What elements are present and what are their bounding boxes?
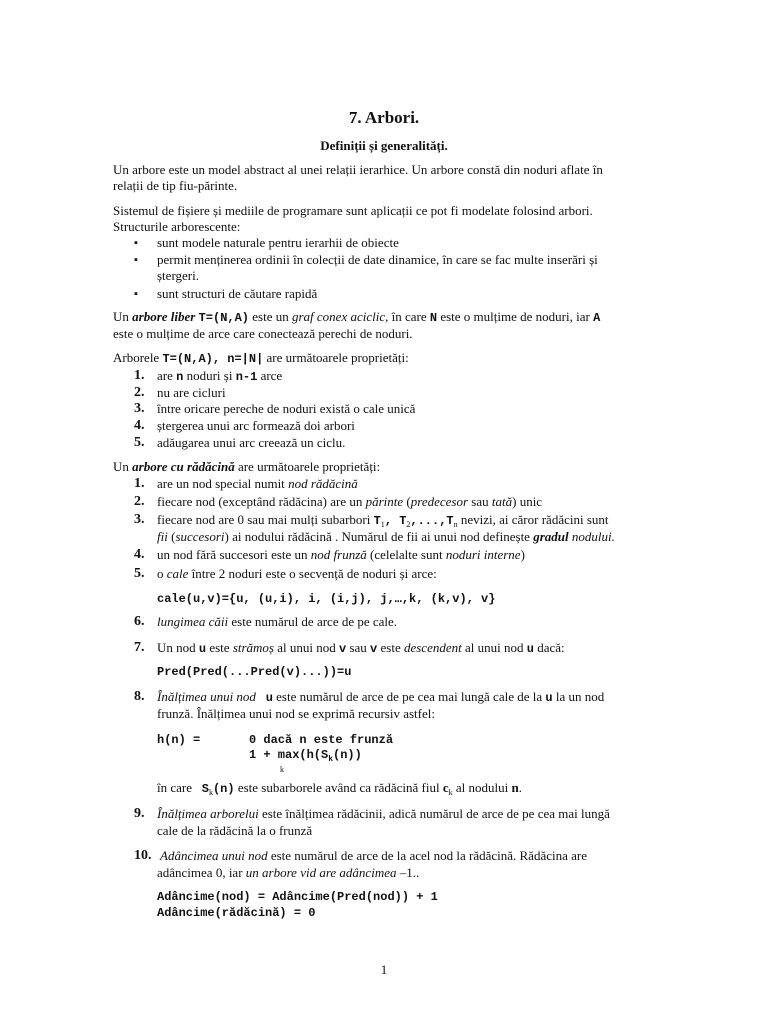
list-item: Adâncimea unui nod este numărul de arce de la acel nod la rădăcină. Rădăcina are xyxy=(160,848,587,863)
list-item: Înălțimea arborelui este înălțimea rădăcinii, adică numărul de arce de pe cea mai lungă xyxy=(157,806,610,821)
code-formula-rhs: $1 + \max(h(S_k(n))$ xyxy=(249,748,362,764)
list-number: 2. xyxy=(134,494,145,509)
code-formula: Adâncime(nod) = Adâncime(Pred(nod)) + 1 xyxy=(157,890,438,904)
list-item: adăugarea unui arc creează un ciclu. xyxy=(157,435,346,450)
list-number: 5. xyxy=(134,435,145,450)
free-props-lead: Arborele T=(N,A), n=|N| are următoarele proprietăți: xyxy=(113,350,409,366)
list-item: nu are cicluri xyxy=(157,385,226,400)
formula-note: în care $S_k(n)$ este subarborele având ca rădăcină fiul $c_k$ al nodului n. xyxy=(157,780,522,797)
list-item-continuation: ștergeri. xyxy=(157,268,199,283)
code-formula: Pred(Pred(...Pred(v)...))=u xyxy=(157,665,352,679)
list-item-continuation: cale de la rădăcină la o frunză xyxy=(157,823,313,838)
list-number: 8. xyxy=(134,689,145,704)
list-item: sunt modele naturale pentru ierarhii de obiecte xyxy=(157,235,399,250)
list-item: lungimea căii este numărul de arce de pe cale. xyxy=(157,614,398,629)
free-tree-definition: Un arbore liber T=(N,A) este un graf conex aciclic, în care N este o mulțime de noduri, iar A xyxy=(113,309,601,325)
code-formula-rhs: 0 dacă n este frunză xyxy=(249,733,394,747)
page-number: 1 xyxy=(380,962,388,977)
list-item: sunt structuri de căutare rapidă xyxy=(157,286,318,301)
list-number: 1. xyxy=(134,368,145,383)
code-formula: Adâncime(rădăcină) = 0 xyxy=(157,906,316,920)
list-number: 3. xyxy=(134,401,145,416)
list-number: 10. xyxy=(134,848,152,863)
systems-line-1: Sistemul de fișiere și mediile de programare sunt aplicații ce pot fi modelate folosind arbori. xyxy=(113,203,593,218)
list-item: fiecare nod are 0 sau mai mulți subarbori $T_1$, $T_2,...,T_n$ nevizi, ai căror rădăcini sunt xyxy=(157,512,609,529)
list-item: fiecare nod (exceptând rădăcina) are un părinte (predecesor sau tată) unic xyxy=(157,494,543,509)
intro-line-1: Un arbore este un model abstract al unei relații ierarhice. Un arbore constă din noduri aflate în xyxy=(113,162,603,177)
list-item: un nod fără succesori este un nod frunză (celelalte sunt noduri interne) xyxy=(157,547,525,562)
bullet-icon: ▪ xyxy=(134,288,138,300)
list-item: între oricare pereche de noduri există o cale unică xyxy=(157,401,416,416)
list-item: are n noduri și n-1 arce xyxy=(157,368,283,384)
list-number: 5. xyxy=(134,566,145,581)
list-number: 9. xyxy=(134,806,145,821)
list-item: Un nod u este strămoș al unui nod v sau v este descendent al unui nod u dacă: xyxy=(157,640,565,656)
page-title: 7. Arbori. xyxy=(348,108,420,127)
section-subtitle: Definiții și generalități. xyxy=(320,138,448,153)
list-number: 4. xyxy=(134,418,145,433)
list-item-continuation: fii (succesori) ai nodului rădăcină . Numărul de fii ai unui nod definește gradul nodului. xyxy=(157,529,615,544)
list-number: 6. xyxy=(134,614,145,629)
systems-line-2: Structurile arborescente: xyxy=(113,219,241,234)
list-item: permit menținerea ordinii în colecții de date dinamice, în care se fac multe inserări și xyxy=(157,252,598,267)
bullet-icon: ▪ xyxy=(134,254,138,266)
list-item: are un nod special numit nod rădăcină xyxy=(157,476,358,491)
list-number: 2. xyxy=(134,385,145,400)
free-tree-line-2: este o mulțime de arce care conectează perechi de noduri. xyxy=(113,326,413,341)
rooted-lead: Un arbore cu rădăcină are următoarele proprietăți: xyxy=(113,459,381,474)
list-item-continuation: frunză. Înălțimea unui nod se exprimă recursiv astfel: xyxy=(157,706,435,721)
list-number: 1. xyxy=(134,476,145,491)
list-number: 3. xyxy=(134,512,145,527)
list-item: o cale între 2 noduri este o secvență de noduri și arce: xyxy=(157,566,437,581)
bullet-icon: ▪ xyxy=(134,237,138,249)
list-item-continuation: adâncimea 0, iar un arbore vid are adâncimea –1.. xyxy=(157,865,420,880)
list-item: ștergerea unui arc formează doi arbori xyxy=(157,418,355,433)
formula-index: k xyxy=(280,765,284,774)
list-number: 4. xyxy=(134,547,145,562)
intro-line-2: relații de tip fiu-părinte. xyxy=(113,178,238,193)
code-formula: cale(u,v)={u, (u,i), i, (i,j), j,…,k, (k,v), v} xyxy=(157,592,496,606)
list-number: 7. xyxy=(134,640,145,655)
list-item: Înălțimea unui nod u este numărul de arce de pe cea mai lungă cale de la u la un nod xyxy=(157,689,605,705)
code-formula-lhs: h(n) = xyxy=(157,733,201,747)
